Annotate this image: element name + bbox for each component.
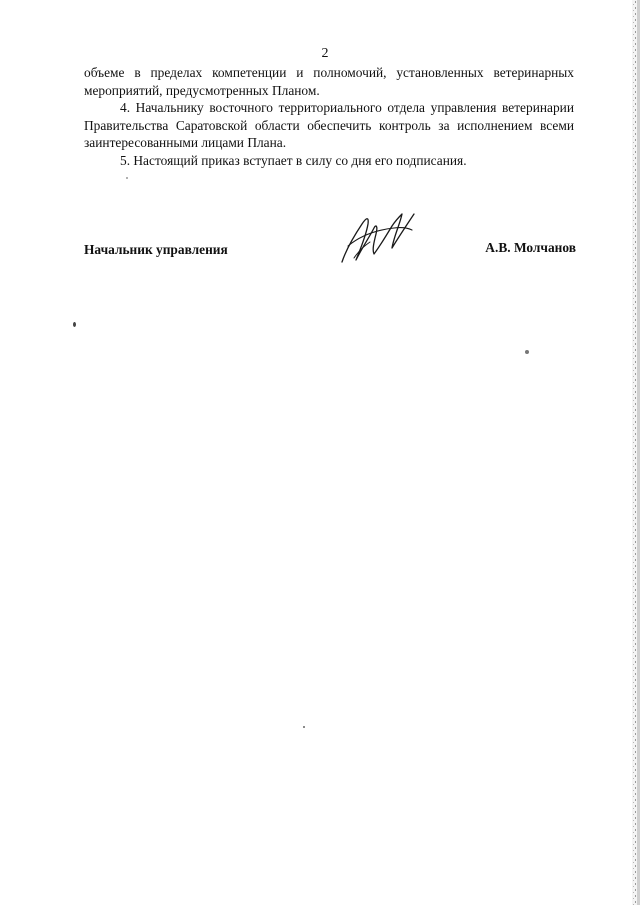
scan-speck (73, 322, 76, 327)
scan-speck (303, 726, 305, 728)
paragraph-item-4: 4. Начальнику восточного территориального отдела управления ветеринарии Правительства Саратовской области обеспечить контроль за исполнением всеми заинтересованными лицами Плана. (84, 100, 574, 150)
signer-position: Начальник управления (84, 242, 228, 257)
document-body (84, 64, 574, 169)
signature-block (84, 232, 576, 292)
scan-speck (126, 177, 128, 179)
paragraph-item-5: 5. Настоящий приказ вступает в силу со дня его подписания. (120, 152, 467, 168)
page-number: 2 (321, 46, 329, 61)
handwritten-signature (336, 206, 422, 270)
paragraph-continuation: объеме в пределах компетенции и полномочий, установленных ветеринарных мероприятий, предусмотренных Планом. (84, 65, 574, 98)
scan-speck (525, 350, 529, 354)
signer-name: А.В. Молчанов (485, 240, 576, 255)
scan-edge-artifact (626, 0, 640, 905)
